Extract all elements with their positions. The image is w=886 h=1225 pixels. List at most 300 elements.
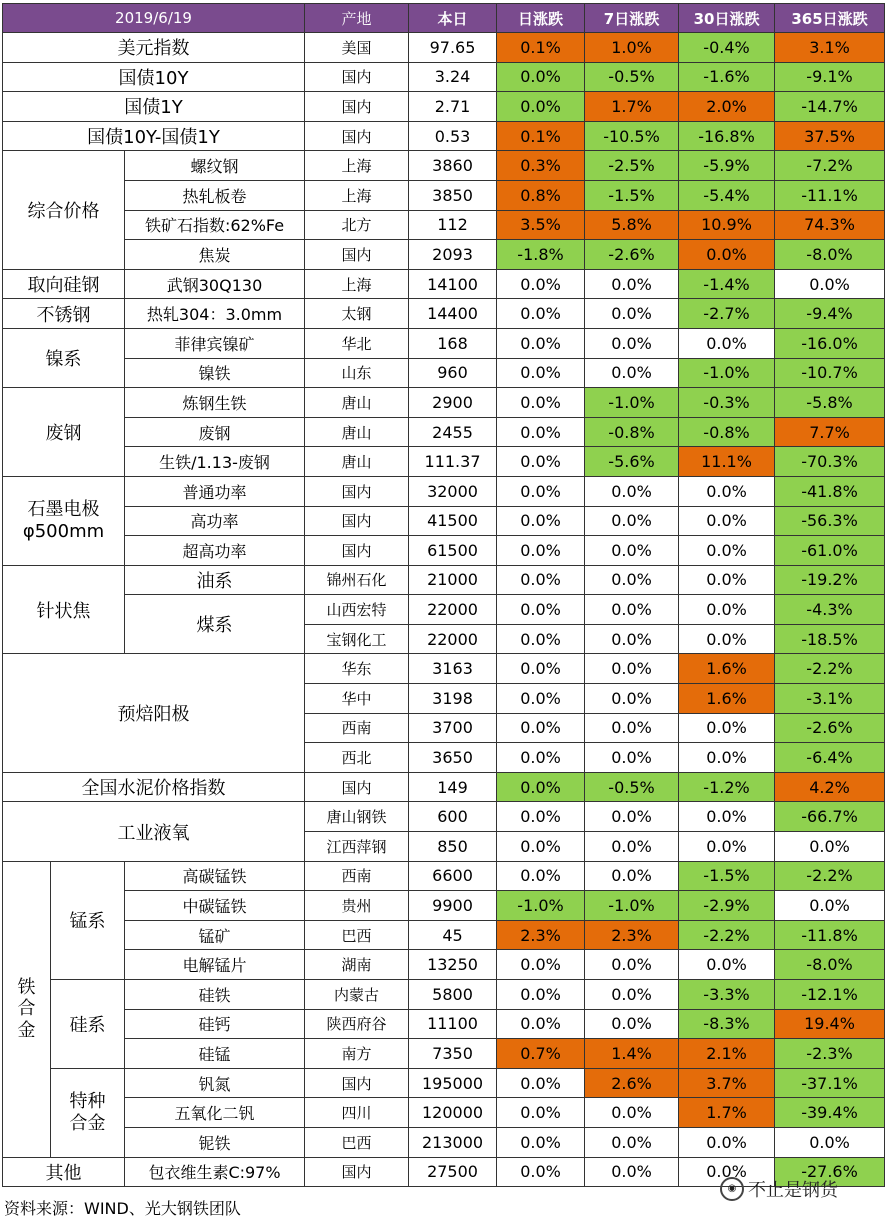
row-d7: 1.4% — [585, 1039, 679, 1069]
row-d7: 0.0% — [585, 506, 679, 536]
row-d365: -12.1% — [775, 980, 885, 1010]
row-d30: -0.8% — [679, 417, 775, 447]
group-label: 针状焦 — [3, 565, 125, 654]
row-place: 山东 — [305, 358, 409, 388]
row-d1: 0.0% — [497, 447, 585, 477]
watermark-text: 不止是钢货 — [748, 1180, 838, 1201]
row-today: 0.53 — [409, 121, 497, 151]
row-d365: -10.7% — [775, 358, 885, 388]
header-d365: 365日涨跌 — [775, 4, 885, 33]
row-name: 普通功率 — [125, 476, 305, 506]
table-row — [3, 358, 885, 388]
row-d30: -0.4% — [679, 33, 775, 63]
row-today: 14100 — [409, 269, 497, 299]
row-d1: 0.0% — [497, 417, 585, 447]
row-place: 陕西府谷 — [305, 1009, 409, 1039]
row-d1: 0.3% — [497, 151, 585, 181]
row-today: 45 — [409, 920, 497, 950]
row-d365: -6.4% — [775, 743, 885, 773]
table-row — [3, 536, 885, 566]
row-d1: -1.8% — [497, 240, 585, 270]
row-d7: -0.5% — [585, 772, 679, 802]
table-row — [3, 1127, 885, 1157]
row-d30: 0.0% — [679, 240, 775, 270]
row-d365: -14.7% — [775, 92, 885, 122]
row-today: 600 — [409, 802, 497, 832]
row-name: 超高功率 — [125, 536, 305, 566]
row-d30: -5.9% — [679, 151, 775, 181]
subgroup-label: 硅系 — [51, 980, 125, 1069]
header-place: 产地 — [305, 4, 409, 33]
row-d1: 0.0% — [497, 980, 585, 1010]
row-place: 国内 — [305, 121, 409, 151]
row-place: 上海 — [305, 151, 409, 181]
table-row — [3, 417, 885, 447]
row-d1: 0.0% — [497, 1068, 585, 1098]
row-today: 3860 — [409, 151, 497, 181]
table-row — [3, 950, 885, 980]
table-row — [3, 1068, 885, 1098]
row-today: 13250 — [409, 950, 497, 980]
row-today: 2093 — [409, 240, 497, 270]
row-d7: -0.8% — [585, 417, 679, 447]
row-place: 太钢 — [305, 299, 409, 329]
row-today: 22000 — [409, 595, 497, 625]
row-name: 硅钙 — [125, 1009, 305, 1039]
row-today: 27500 — [409, 1157, 497, 1187]
group-label-line1: 石墨电极 — [27, 499, 100, 521]
row-today: 7350 — [409, 1039, 497, 1069]
table-row — [3, 980, 885, 1010]
row-place: 贵州 — [305, 891, 409, 921]
table-row — [3, 565, 885, 595]
row-today: 3700 — [409, 713, 497, 743]
row-name: 油系 — [125, 565, 305, 595]
row-d365: -2.2% — [775, 861, 885, 891]
row-d30: -3.3% — [679, 980, 775, 1010]
row-d365: -16.0% — [775, 328, 885, 358]
row-d30: 0.0% — [679, 536, 775, 566]
row-d1: 0.0% — [497, 92, 585, 122]
row-d365: 37.5% — [775, 121, 885, 151]
table-row — [3, 891, 885, 921]
row-place: 唐山 — [305, 447, 409, 477]
row-d7: 0.0% — [585, 328, 679, 358]
row-today: 97.65 — [409, 33, 497, 63]
table-row — [3, 1039, 885, 1069]
row-d1: 0.0% — [497, 654, 585, 684]
row-place: 山西宏特 — [305, 595, 409, 625]
row-place: 巴西 — [305, 920, 409, 950]
row-d30: -0.3% — [679, 388, 775, 418]
row-d365: -9.1% — [775, 62, 885, 92]
row-name: 武钢30Q130 — [125, 269, 305, 299]
row-d30: -8.3% — [679, 1009, 775, 1039]
row-d1: 0.0% — [497, 1009, 585, 1039]
row-d1: 0.0% — [497, 802, 585, 832]
row-d30: -2.7% — [679, 299, 775, 329]
row-d365: -3.1% — [775, 684, 885, 714]
row-d30: 0.0% — [679, 743, 775, 773]
row-today: 3850 — [409, 180, 497, 210]
row-today: 168 — [409, 328, 497, 358]
row-name: 五氧化二钒 — [125, 1098, 305, 1128]
table-row — [3, 210, 885, 240]
row-today: 2.71 — [409, 92, 497, 122]
row-d1: 0.0% — [497, 684, 585, 714]
row-today: 149 — [409, 772, 497, 802]
row-name: 废钢 — [125, 417, 305, 447]
row-d30: 0.0% — [679, 802, 775, 832]
row-place: 上海 — [305, 180, 409, 210]
row-d365: -2.3% — [775, 1039, 885, 1069]
watermark — [720, 1176, 838, 1202]
row-place: 唐山 — [305, 417, 409, 447]
row-d1: 0.0% — [497, 950, 585, 980]
row-d1: -1.0% — [497, 891, 585, 921]
row-d365: -66.7% — [775, 802, 885, 832]
table-row — [3, 388, 885, 418]
row-d7: 0.0% — [585, 980, 679, 1010]
row-place: 宝钢化工 — [305, 624, 409, 654]
row-d365: 0.0% — [775, 269, 885, 299]
table-row — [3, 654, 885, 684]
row-today: 11100 — [409, 1009, 497, 1039]
row-d7: 0.0% — [585, 861, 679, 891]
row-today: 120000 — [409, 1098, 497, 1128]
row-d1: 0.0% — [497, 358, 585, 388]
row-d1: 0.0% — [497, 328, 585, 358]
row-d7: 5.8% — [585, 210, 679, 240]
row-place: 江西萍钢 — [305, 832, 409, 862]
row-today: 3163 — [409, 654, 497, 684]
row-name: 美元指数 — [3, 33, 305, 63]
row-d1: 0.0% — [497, 1157, 585, 1187]
row-place: 美国 — [305, 33, 409, 63]
row-name: 预焙阳极 — [3, 654, 305, 772]
row-name: 热轧板卷 — [125, 180, 305, 210]
row-d7: 0.0% — [585, 1009, 679, 1039]
row-d1: 0.0% — [497, 832, 585, 862]
row-place: 国内 — [305, 476, 409, 506]
table-row — [3, 328, 885, 358]
row-d1: 0.8% — [497, 180, 585, 210]
subgroup-label-line1: 特种 — [69, 1091, 106, 1113]
table-row — [3, 920, 885, 950]
header-d1: 日涨跌 — [497, 4, 585, 33]
row-d365: 4.2% — [775, 772, 885, 802]
row-today: 3650 — [409, 743, 497, 773]
row-d1: 0.0% — [497, 1098, 585, 1128]
row-name: 锰矿 — [125, 920, 305, 950]
row-d7: 0.0% — [585, 743, 679, 773]
group-label: 取向硅钢 — [3, 269, 125, 299]
source-note: 资料来源：WIND、光大钢铁团队 — [4, 1199, 241, 1218]
row-d30: -2.2% — [679, 920, 775, 950]
row-d7: 0.0% — [585, 950, 679, 980]
row-name: 中碳锰铁 — [125, 891, 305, 921]
header-date: 2019/6/19 — [3, 4, 305, 33]
row-today: 111.37 — [409, 447, 497, 477]
row-d7: 0.0% — [585, 832, 679, 862]
row-d365: -7.2% — [775, 151, 885, 181]
row-today: 41500 — [409, 506, 497, 536]
row-today: 213000 — [409, 1127, 497, 1157]
row-d1: 0.0% — [497, 1127, 585, 1157]
row-d1: 0.0% — [497, 713, 585, 743]
row-d1: 0.0% — [497, 565, 585, 595]
row-d30: 1.6% — [679, 654, 775, 684]
price-table — [2, 3, 885, 1187]
row-d365: -61.0% — [775, 536, 885, 566]
header-row — [3, 4, 885, 33]
row-d30: 0.0% — [679, 1127, 775, 1157]
row-name: 国债1Y — [3, 92, 305, 122]
row-today: 3198 — [409, 684, 497, 714]
row-d365: -27.6% — [775, 1157, 885, 1187]
row-d30: -1.6% — [679, 62, 775, 92]
row-d30: 2.1% — [679, 1039, 775, 1069]
row-place: 国内 — [305, 62, 409, 92]
row-place: 国内 — [305, 1157, 409, 1187]
row-d30: 0.0% — [679, 476, 775, 506]
row-d365: -9.4% — [775, 299, 885, 329]
table-row — [3, 151, 885, 181]
row-place: 湖南 — [305, 950, 409, 980]
row-d7: 0.0% — [585, 269, 679, 299]
row-d30: -1.4% — [679, 269, 775, 299]
row-d365: 19.4% — [775, 1009, 885, 1039]
row-d30: -1.0% — [679, 358, 775, 388]
row-name: 高碳锰铁 — [125, 861, 305, 891]
row-d30: 1.7% — [679, 1098, 775, 1128]
row-place: 南方 — [305, 1039, 409, 1069]
row-place: 唐山钢铁 — [305, 802, 409, 832]
row-d30: 0.0% — [679, 624, 775, 654]
row-name: 热轧304：3.0mm — [125, 299, 305, 329]
table-row — [3, 180, 885, 210]
row-today: 22000 — [409, 624, 497, 654]
row-place: 华北 — [305, 328, 409, 358]
row-d365: -2.6% — [775, 713, 885, 743]
row-d1: 0.0% — [497, 62, 585, 92]
row-place: 国内 — [305, 772, 409, 802]
group-label — [3, 476, 125, 565]
header-d7: 7日涨跌 — [585, 4, 679, 33]
table-row — [3, 62, 885, 92]
row-d30: 0.0% — [679, 950, 775, 980]
row-d365: 0.0% — [775, 891, 885, 921]
row-place: 国内 — [305, 240, 409, 270]
row-d365: -4.3% — [775, 595, 885, 625]
row-d7: 0.0% — [585, 654, 679, 684]
row-d1: 0.1% — [497, 121, 585, 151]
table-row — [3, 240, 885, 270]
row-name: 生铁/1.13-废钢 — [125, 447, 305, 477]
row-d7: -5.6% — [585, 447, 679, 477]
header-today: 本日 — [409, 4, 497, 33]
row-place: 锦州石化 — [305, 565, 409, 595]
row-d30: -2.9% — [679, 891, 775, 921]
row-d7: -1.0% — [585, 388, 679, 418]
table-row — [3, 861, 885, 891]
row-d7: 0.0% — [585, 595, 679, 625]
row-d1: 2.3% — [497, 920, 585, 950]
table-row — [3, 299, 885, 329]
table-row — [3, 269, 885, 299]
row-name: 国债10Y-国债1Y — [3, 121, 305, 151]
row-d7: -1.5% — [585, 180, 679, 210]
row-place: 西南 — [305, 861, 409, 891]
row-d1: 0.1% — [497, 33, 585, 63]
group-label: 不锈钢 — [3, 299, 125, 329]
row-today: 6600 — [409, 861, 497, 891]
row-d30: -16.8% — [679, 121, 775, 151]
table-row — [3, 447, 885, 477]
row-name: 铌铁 — [125, 1127, 305, 1157]
row-d1: 0.7% — [497, 1039, 585, 1069]
row-d365: -39.4% — [775, 1098, 885, 1128]
row-d7: -10.5% — [585, 121, 679, 151]
row-d30: 0.0% — [679, 1157, 775, 1187]
row-place: 巴西 — [305, 1127, 409, 1157]
row-today: 5800 — [409, 980, 497, 1010]
table-row — [3, 595, 885, 625]
subgroup-label: 锰系 — [51, 861, 125, 979]
table-row — [3, 33, 885, 63]
table-row — [3, 772, 885, 802]
row-d30: -5.4% — [679, 180, 775, 210]
row-today: 14400 — [409, 299, 497, 329]
row-d1: 0.0% — [497, 476, 585, 506]
row-d365: -5.8% — [775, 388, 885, 418]
table-row — [3, 802, 885, 832]
row-today: 850 — [409, 832, 497, 862]
row-d365: -11.1% — [775, 180, 885, 210]
row-today: 32000 — [409, 476, 497, 506]
row-d365: 3.1% — [775, 33, 885, 63]
row-place: 华中 — [305, 684, 409, 714]
row-place: 华东 — [305, 654, 409, 684]
row-d365: -18.5% — [775, 624, 885, 654]
group-label-ferroalloy — [3, 861, 51, 1157]
header-d30: 30日涨跌 — [679, 4, 775, 33]
row-d1: 0.0% — [497, 624, 585, 654]
group-label: 废钢 — [3, 388, 125, 477]
row-d7: 1.7% — [585, 92, 679, 122]
row-place: 西北 — [305, 743, 409, 773]
row-today: 3.24 — [409, 62, 497, 92]
row-place: 西南 — [305, 713, 409, 743]
row-d365: 0.0% — [775, 1127, 885, 1157]
row-d365: -11.8% — [775, 920, 885, 950]
row-name: 国债10Y — [3, 62, 305, 92]
row-d30: -1.2% — [679, 772, 775, 802]
row-d1: 0.0% — [497, 299, 585, 329]
ferroalloy-label: 铁合金 — [17, 976, 36, 1041]
row-place: 国内 — [305, 536, 409, 566]
row-d30: 3.7% — [679, 1068, 775, 1098]
row-d7: 2.6% — [585, 1068, 679, 1098]
row-d30: 11.1% — [679, 447, 775, 477]
row-name: 镍铁 — [125, 358, 305, 388]
subgroup-label-line2: 合金 — [69, 1112, 106, 1134]
row-place: 内蒙古 — [305, 980, 409, 1010]
row-today: 21000 — [409, 565, 497, 595]
row-name: 硅铁 — [125, 980, 305, 1010]
row-d7: 0.0% — [585, 476, 679, 506]
row-place: 国内 — [305, 92, 409, 122]
table-row — [3, 92, 885, 122]
row-name: 铁矿石指数:62%Fe — [125, 210, 305, 240]
row-d365: 0.0% — [775, 832, 885, 862]
row-d30: 0.0% — [679, 506, 775, 536]
row-d365: -8.0% — [775, 240, 885, 270]
row-name: 炼钢生铁 — [125, 388, 305, 418]
row-d1: 0.0% — [497, 388, 585, 418]
row-d365: 74.3% — [775, 210, 885, 240]
row-d7: 0.0% — [585, 713, 679, 743]
subgroup-label — [51, 1068, 125, 1157]
row-d1: 0.0% — [497, 861, 585, 891]
row-d7: -1.0% — [585, 891, 679, 921]
row-d7: 0.0% — [585, 624, 679, 654]
row-d30: 2.0% — [679, 92, 775, 122]
row-d30: 0.0% — [679, 565, 775, 595]
row-name: 煤系 — [125, 595, 305, 654]
table-row — [3, 1009, 885, 1039]
row-d365: -8.0% — [775, 950, 885, 980]
row-name: 高功率 — [125, 506, 305, 536]
row-today: 112 — [409, 210, 497, 240]
row-d7: 2.3% — [585, 920, 679, 950]
row-d7: 0.0% — [585, 299, 679, 329]
row-d7: 0.0% — [585, 536, 679, 566]
row-d1: 0.0% — [497, 269, 585, 299]
row-d365: -56.3% — [775, 506, 885, 536]
row-d365: -37.1% — [775, 1068, 885, 1098]
row-place: 国内 — [305, 506, 409, 536]
row-d7: 0.0% — [585, 684, 679, 714]
row-d7: 1.0% — [585, 33, 679, 63]
row-d7: 0.0% — [585, 565, 679, 595]
row-today: 960 — [409, 358, 497, 388]
group-label: 综合价格 — [3, 151, 125, 269]
row-d7: 0.0% — [585, 1157, 679, 1187]
row-place: 北方 — [305, 210, 409, 240]
row-d7: -2.6% — [585, 240, 679, 270]
row-place: 唐山 — [305, 388, 409, 418]
group-label: 其他 — [3, 1157, 125, 1187]
wechat-icon: ◉ — [720, 1177, 744, 1201]
row-d1: 0.0% — [497, 506, 585, 536]
row-name: 钒氮 — [125, 1068, 305, 1098]
row-today: 2900 — [409, 388, 497, 418]
row-d7: 0.0% — [585, 358, 679, 388]
row-d7: 0.0% — [585, 802, 679, 832]
row-name: 菲律宾镍矿 — [125, 328, 305, 358]
table-row — [3, 506, 885, 536]
row-name: 包衣维生素C:97% — [125, 1157, 305, 1187]
row-d30: 0.0% — [679, 328, 775, 358]
row-place: 四川 — [305, 1098, 409, 1128]
row-today: 61500 — [409, 536, 497, 566]
row-d365: -2.2% — [775, 654, 885, 684]
row-d365: -70.3% — [775, 447, 885, 477]
row-d365: 7.7% — [775, 417, 885, 447]
row-d30: 10.9% — [679, 210, 775, 240]
row-place: 上海 — [305, 269, 409, 299]
